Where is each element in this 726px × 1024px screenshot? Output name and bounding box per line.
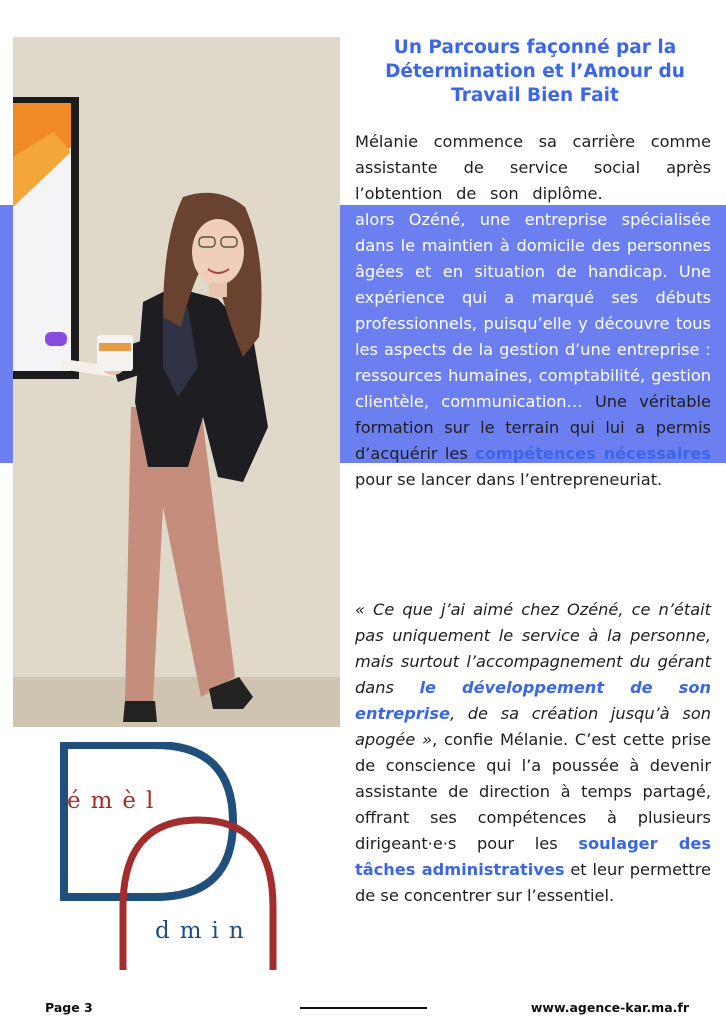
logo-text-top: émèl <box>67 788 164 814</box>
page-number: Page 3 <box>45 1000 93 1015</box>
quote-attribution: , confie Mélanie. C’est cette prise de conscience qui l’a poussée à devenir assistante de direction à temps partagé, offrant ses compétences à plusieurs dirigeant·e·s pour les <box>355 730 711 853</box>
career-training-end: pour se lancer dans l’entrepreneuriat. <box>355 470 663 489</box>
quote-start: « Ce que j’ai aimé chez Ozéné, ce n’était pas uniquement le service à la personne, mais surtout l’accompagnement du gérant dans <box>355 600 711 697</box>
career-training-text: Une véritable formation sur le terrain qui lui a permis d’acquérir les <box>355 392 711 463</box>
footer-divider <box>300 1007 427 1009</box>
quote-end: , de sa création jusqu’à son apogée » <box>355 704 711 749</box>
career-intro: Mélanie commence sa carrière comme assistante de service social après l’obtention de son diplôme. <box>355 132 711 203</box>
demeladmin-logo <box>55 742 305 972</box>
career-ozene-text: Elle rejoint alors Ozéné, une entreprise spécialisée dans le maintien à domicile des personnes âgées et en situation de handicap. Une expérience qui a marqué ses débuts professionnels, puisqu’elle y découvre tous les aspects de la gestion d’une entreprise : ressources humaines, comptabilité, gestion clientèle, communication… <box>355 184 711 411</box>
website-link[interactable]: www.agence-kar.ma.fr <box>530 1000 689 1015</box>
section-title: Un Parcours façonné par la Détermination et l’Amour du Travail Bien Fait <box>385 37 685 106</box>
admin-highlight: soulager des tâches administratives <box>355 834 711 879</box>
portrait-photo <box>13 37 340 727</box>
career-paragraph <box>355 129 711 493</box>
skills-highlight: compétences nécessaires <box>475 444 711 463</box>
closing-text: et leur permettre de se concentrer sur l’essentiel. <box>355 860 712 905</box>
quote-paragraph <box>355 597 711 909</box>
quote-highlight: le développement de son entreprise <box>355 678 711 723</box>
logo-text-bottom: dmin <box>155 918 254 944</box>
